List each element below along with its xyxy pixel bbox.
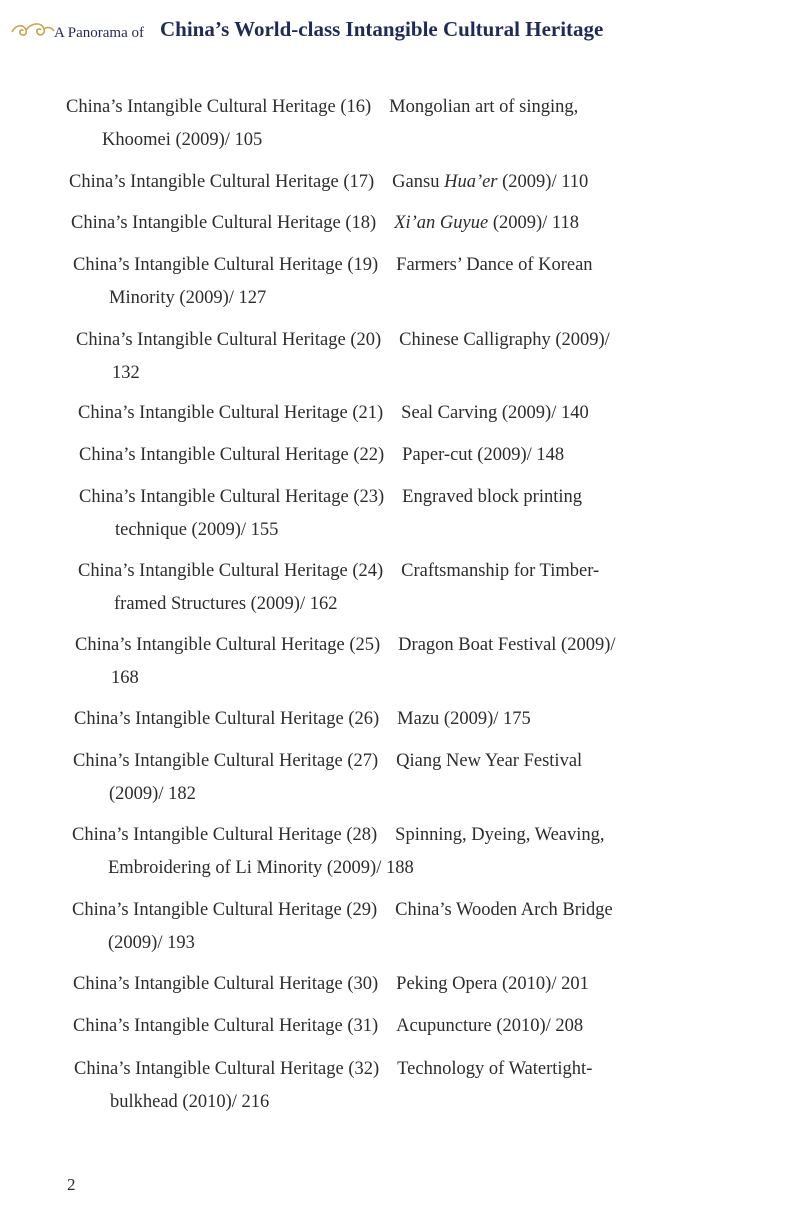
toc-entry-continuation: (2009)/ 193 [108,933,195,953]
toc-entry-prefix: China’s Intangible Cultural Heritage (19) [73,255,379,275]
toc-entry-30 [73,968,589,1001]
toc-entry-24 [78,555,599,621]
toc-entry-continuation: framed Structures (2009)/ 162 [114,594,338,614]
toc-entry-prefix: China’s Intangible Cultural Heritage (31) [73,1016,379,1036]
toc-entry-title: Technology of Watertight- [397,1059,593,1079]
toc-entry-continuation: bulkhead (2010)/ 216 [110,1092,270,1112]
toc-entry-32 [74,1053,592,1119]
toc-entry-prefix: China’s Intangible Cultural Heritage (21) [78,403,384,423]
toc-entry-title: Farmers’ Dance of Korean [396,255,593,275]
toc-entry-20 [76,324,610,390]
toc-entry-title: Spinning, Dyeing, Weaving, [395,825,605,845]
toc-entry-29 [72,894,613,960]
toc-entry-title: Craftsmanship for Timber- [401,561,600,581]
toc-entry-prefix: China’s Intangible Cultural Heritage (18) [71,213,377,233]
toc-entry-28 [72,819,605,885]
book-title: China’s World-class Intangible Cultural Heritage [160,17,604,41]
toc-entry-prefix: China’s Intangible Cultural Heritage (16) [66,97,372,117]
toc-entry-prefix: China’s Intangible Cultural Heritage (20) [76,330,382,350]
toc-entry-prefix: China’s Intangible Cultural Heritage (27) [73,751,379,771]
toc-entry-21 [78,397,589,430]
toc-entry-prefix: China’s Intangible Cultural Heritage (32) [74,1059,380,1079]
toc-entry-22 [79,439,564,472]
toc-entry-31 [73,1010,583,1043]
toc-entry-prefix: China’s Intangible Cultural Heritage (17) [69,172,375,192]
toc-entry-continuation: 168 [111,668,139,688]
toc-entry-continuation: technique (2009)/ 155 [115,520,279,540]
toc-entry-prefix: China’s Intangible Cultural Heritage (23) [79,487,385,507]
toc-entry-17 [69,166,588,199]
toc-entry-title: Mazu (2009)/ 175 [397,709,531,729]
toc-entry-prefix: China’s Intangible Cultural Heritage (28) [72,825,378,845]
toc-entry-title: Mongolian art of singing, [389,97,579,117]
toc-entry-continuation: Minority (2009)/ 127 [109,288,267,308]
toc-entry-27 [73,745,582,811]
toc-entry-title: Acupuncture (2010)/ 208 [396,1016,584,1036]
toc-entry-continuation: (2009)/ 182 [109,784,196,804]
toc-entry-prefix: China’s Intangible Cultural Heritage (26) [74,709,380,729]
toc-entry-title: China’s Wooden Arch Bridge [395,900,613,920]
toc-entry-prefix: China’s Intangible Cultural Heritage (25) [75,635,381,655]
toc-entry-prefix: China’s Intangible Cultural Heritage (30) [73,974,379,994]
toc-entry-16 [66,91,578,157]
toc-entry-title: Chinese Calligraphy (2009)/ [399,330,610,350]
toc-entry-title: Seal Carving (2009)/ 140 [401,403,589,423]
toc-entry-18 [71,207,579,240]
toc-entry-19 [73,249,593,315]
toc-entry-continuation: Khoomei (2009)/ 105 [102,130,263,150]
toc-entry-title: Gansu Hua’er (2009)/ 110 [392,172,589,192]
toc-entry-prefix: China’s Intangible Cultural Heritage (24) [78,561,384,581]
toc-entry-26 [74,703,531,736]
toc-entry-title: Paper-cut (2009)/ 148 [402,445,565,465]
toc-entry-title: Engraved block printing [402,487,582,507]
toc-entry-prefix: China’s Intangible Cultural Heritage (29) [72,900,378,920]
toc-entry-title: Peking Opera (2010)/ 201 [396,974,589,994]
header-prefix: A Panorama of [54,25,144,41]
toc-entry-25 [75,629,616,695]
page-number: 2 [67,1175,76,1194]
toc-entry-23 [79,481,582,547]
toc-entry-continuation: Embroidering of Li Minority (2009)/ 188 [108,858,414,878]
toc-entry-continuation: 132 [112,363,140,383]
toc-entry-prefix: China’s Intangible Cultural Heritage (22) [79,445,385,465]
running-header [10,14,710,48]
toc-entry-title: Qiang New Year Festival [396,751,583,771]
toc-entry-title: Dragon Boat Festival (2009)/ [398,635,616,655]
toc-entry-title: Xi’an Guyue (2009)/ 118 [394,213,579,233]
